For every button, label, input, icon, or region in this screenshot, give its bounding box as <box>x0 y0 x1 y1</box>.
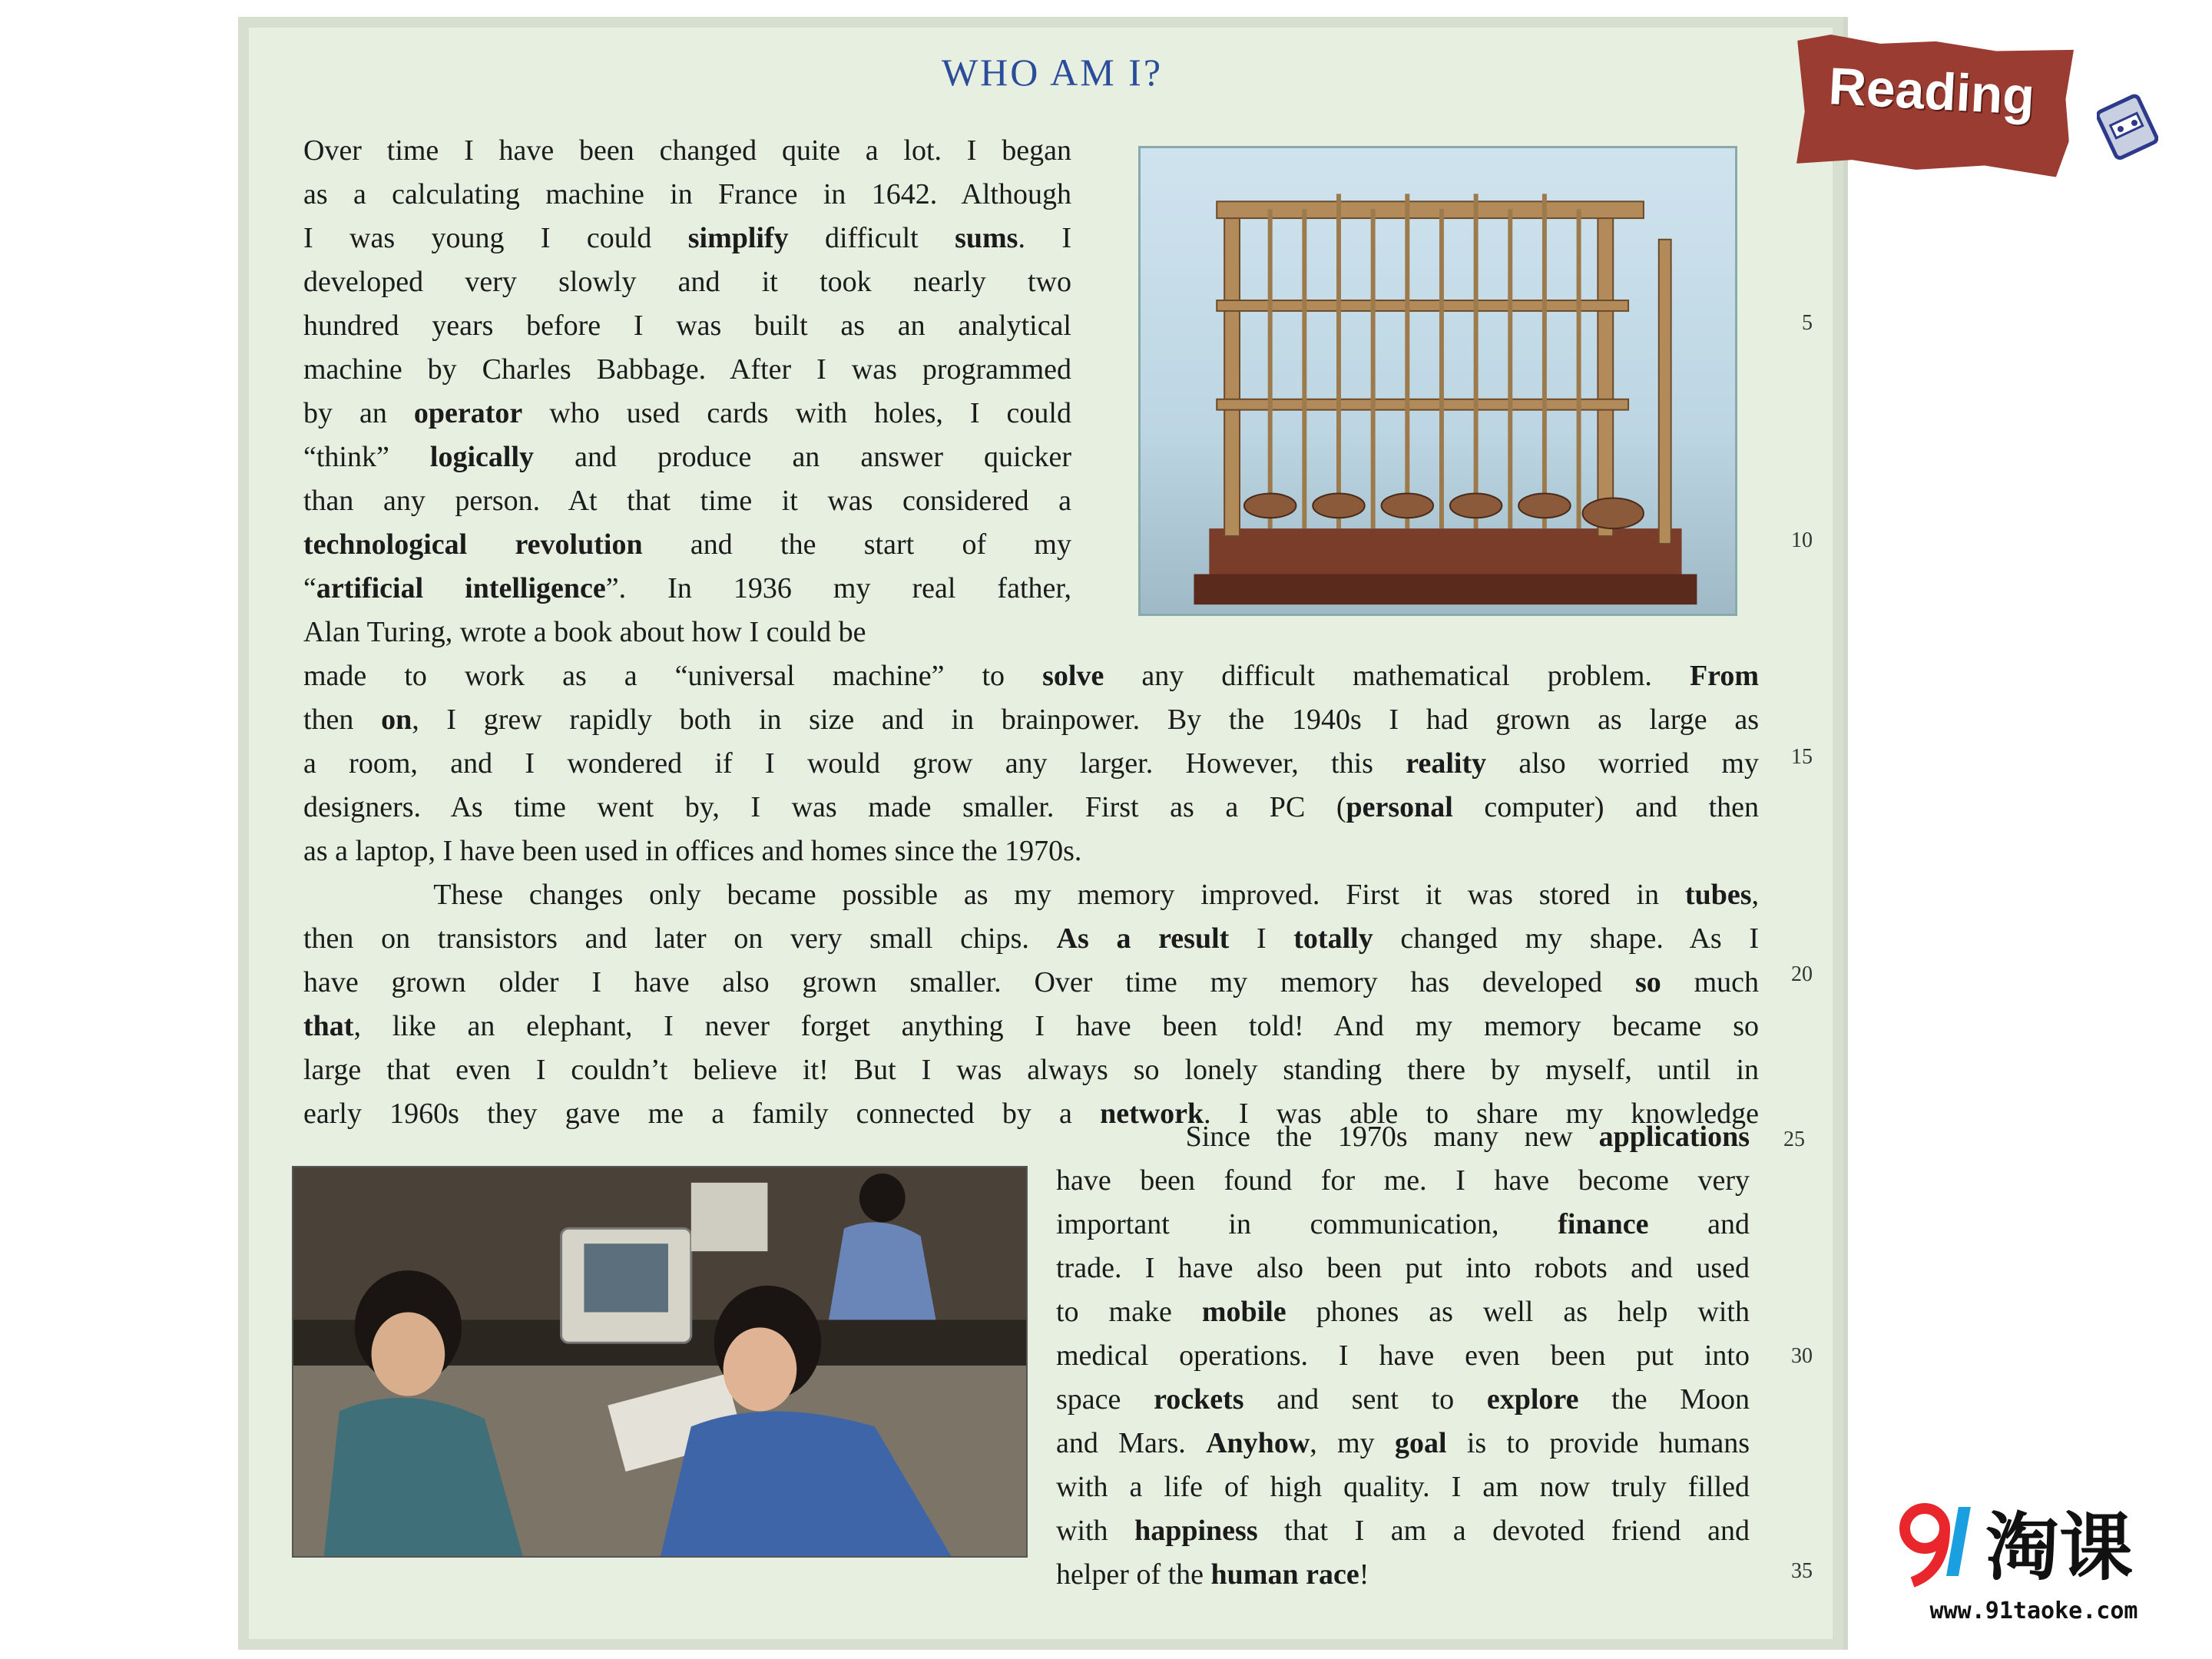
text-line: medical operations. I have even been put into <box>1056 1339 1750 1372</box>
paragraph-1 <box>303 129 1071 654</box>
text-line: as a laptop, I have been used in offices and homes since the 1970s. <box>303 835 1082 867</box>
key-word: applications <box>1598 1121 1750 1153</box>
line-number: 15 <box>1791 745 1813 769</box>
key-word: tubes <box>1684 879 1752 911</box>
key-word: personal <box>1346 791 1453 823</box>
text-line: I was young I could simplify difficult sums. I <box>303 222 1071 254</box>
text-line: “artificial intelligence”. In 1936 my real father, <box>303 572 1072 604</box>
text-line: early 1960s they gave me a family connected by a network. I was able to share my knowledge <box>303 1098 1759 1130</box>
line-number: 5 <box>1802 311 1813 335</box>
key-word: simplify <box>687 222 789 254</box>
paragraph-3 <box>1056 1115 1750 1597</box>
text-line: developed very slowly and it took nearly two <box>303 266 1071 298</box>
text-line: hundred years before I was built as an analytical <box>303 310 1071 342</box>
key-word: From <box>1689 660 1759 692</box>
svg-text:淘课: 淘课 <box>1985 1505 2133 1591</box>
line-number: 20 <box>1791 962 1813 986</box>
key-word: explore <box>1486 1383 1579 1416</box>
text-line: made to work as a “universal machine” to solve any difficult mathematical problem. From <box>303 660 1759 692</box>
text-line: as a calculating machine in France in 1642. Although <box>303 178 1071 210</box>
text-line: then on transistors and later on very small chips. As a result I totally changed my shape. As I <box>303 922 1759 955</box>
text-line: a room, and I wondered if I would grow any larger. However, this reality also worried my <box>303 747 1759 780</box>
text-line: Since the 1970s many new applications <box>1056 1121 1750 1153</box>
key-word: on <box>381 704 412 736</box>
key-word: Anyhow <box>1206 1427 1310 1459</box>
text-line: that, like an elephant, I never forget anything I have been told! And my memory became so <box>303 1010 1759 1042</box>
key-word: totally <box>1293 922 1373 955</box>
text-line: by an operator who used cards with holes, I could <box>303 397 1071 429</box>
text-line: These changes only became possible as my memory improved. First it was stored in tubes, <box>303 879 1759 911</box>
office-workers-image <box>292 1166 1028 1558</box>
key-word: operator <box>413 397 523 429</box>
key-word: so <box>1634 966 1661 998</box>
key-word: reality <box>1406 747 1487 780</box>
text-line: with a life of high quality. I am now truly filled <box>1056 1471 1750 1503</box>
key-word: sums <box>955 222 1018 254</box>
text-line: important in communication, finance and <box>1056 1208 1750 1240</box>
reading-banner-label: Reading <box>1827 57 2036 126</box>
line-number: 30 <box>1791 1344 1813 1368</box>
key-word: human race <box>1210 1558 1359 1591</box>
key-word: rockets <box>1154 1383 1244 1416</box>
cassette-tape-icon[interactable] <box>2097 91 2158 161</box>
analytical-engine-image <box>1138 146 1737 616</box>
text-line: designers. As time went by, I was made smaller. First as a PC (personal computer) and then <box>303 791 1759 823</box>
key-word: network <box>1100 1098 1204 1130</box>
text-line: large that even I couldn’t believe it! But I was always so lonely standing there by myself, until in <box>303 1054 1759 1086</box>
text-line: Alan Turing, wrote a book about how I could be <box>303 616 866 648</box>
brand-url: www.91taoke.com <box>1929 1598 2138 1624</box>
key-word: technological revolution <box>303 528 643 561</box>
key-word: mobile <box>1201 1296 1286 1328</box>
line-number: 25 <box>1783 1128 1805 1151</box>
page-title: WHO AM I? <box>941 51 1164 94</box>
key-word: happiness <box>1134 1515 1258 1547</box>
text-line: “think” logically and produce an answer quicker <box>303 441 1071 473</box>
text-line: to make mobile phones as well as help with <box>1056 1296 1750 1328</box>
paragraph-1-continued <box>303 654 1759 873</box>
line-number: 10 <box>1791 528 1813 552</box>
text-line: helper of the human race! <box>1056 1558 1369 1591</box>
text-line: with happiness that I am a devoted friend and <box>1056 1515 1750 1547</box>
key-word: logically <box>429 441 535 473</box>
text-line: have been found for me. I have become very <box>1056 1164 1750 1197</box>
text-line: trade. I have also been put into robots and used <box>1056 1252 1750 1284</box>
key-word: As a result <box>1056 922 1230 955</box>
key-word: finance <box>1558 1208 1649 1240</box>
text-line: than any person. At that time it was considered a <box>303 485 1071 517</box>
text-line: then on, I grew rapidly both in size and in brainpower. By the 1940s I had grown as large as <box>303 704 1759 736</box>
text-line: space rockets and sent to explore the Moon <box>1056 1383 1750 1416</box>
text-line: machine by Charles Babbage. After I was programmed <box>303 353 1071 386</box>
key-word: solve <box>1042 660 1104 692</box>
text-line: have grown older I have also grown smaller. Over time my memory has developed so much <box>303 966 1760 998</box>
text-line: technological revolution and the start of my <box>303 528 1071 561</box>
text-line: Over time I have been changed quite a lot. I began <box>303 134 1071 167</box>
line-number: 35 <box>1791 1559 1813 1583</box>
text-line: and Mars. Anyhow, my goal is to provide humans <box>1056 1427 1750 1459</box>
key-word: goal <box>1394 1427 1447 1459</box>
key-word: artificial intelligence <box>316 572 606 604</box>
paragraph-2 <box>303 873 1759 1136</box>
key-word: that <box>303 1010 354 1042</box>
